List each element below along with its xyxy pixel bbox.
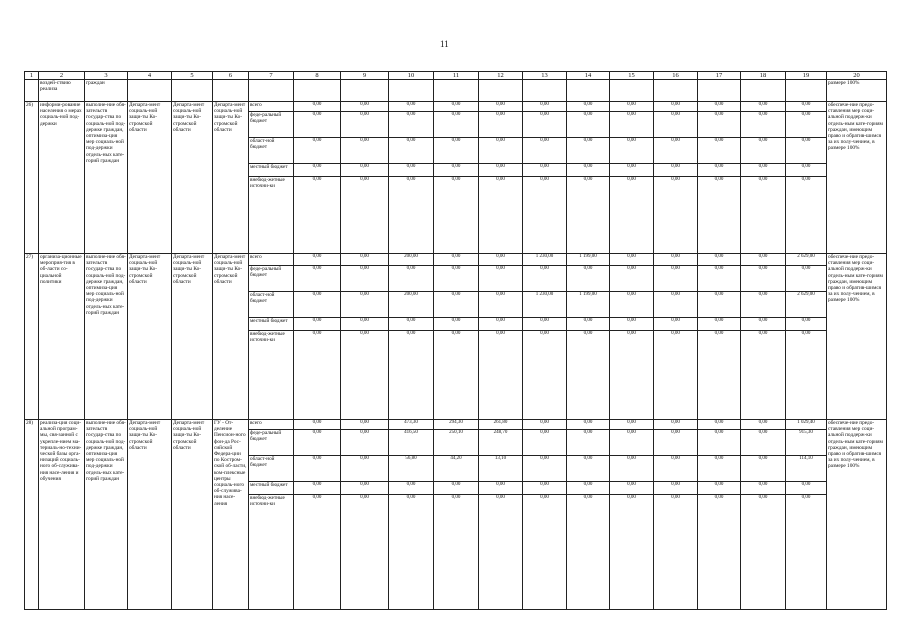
value-cell: 0,00 [389,331,434,420]
header-cell: 18 [741,72,786,80]
value-cell: 0,00 [698,482,741,495]
header-cell: 7 [249,72,294,80]
value-cell: 0,00 [479,266,523,292]
value-cell: 0,00 [479,331,523,420]
value-cell: 0,00 [341,420,389,430]
value-cell: 0,00 [698,430,741,456]
value-cell: 2 629,00 [786,292,827,318]
value-cell: 0,00 [294,254,341,266]
row-number: 26) [25,102,39,254]
value-cell: 0,00 [523,164,567,177]
value-cell: 0,00 [523,482,567,495]
value-cell: 0,00 [479,138,523,164]
value-cell: 0,00 [294,112,341,138]
row-number: 27) [25,254,39,420]
value-cell: 0,00 [698,138,741,164]
value-cell: 0,00 [610,102,654,112]
value-cell: 0,00 [654,254,698,266]
funding-source: област-ной бюджет [249,456,294,482]
value-cell: 0,00 [479,164,523,177]
header-row [25,72,887,80]
value-cell: 0,00 [698,292,741,318]
value-cell: 0,00 [786,318,827,331]
participant: Департа-мент социаль-ной защи-ты Ко-стромской области [213,102,249,254]
value-cell: 261,80 [479,420,523,430]
value-cell: 1 230,00 [523,254,567,266]
funding-source: всего [249,102,294,112]
funding-source: внебюд-жетные источни-ки [249,177,294,254]
value-cell: 1 029,40 [786,420,827,430]
funding-source: област-ной бюджет [249,292,294,318]
value-cell: 0,00 [698,177,741,254]
value-cell: 0,00 [567,482,610,495]
value-cell: 0,00 [341,430,389,456]
value-cell: 0,00 [567,177,610,254]
value-cell: 0,00 [741,164,786,177]
value-cell: 0,00 [341,254,389,266]
value-cell: 0,00 [294,430,341,456]
value-cell: 0,00 [294,331,341,420]
value-cell: 0,00 [654,495,698,610]
value-cell: 0,00 [786,495,827,610]
value-cell: 0,00 [523,112,567,138]
value-cell: 0,00 [479,482,523,495]
value-cell: 0,00 [341,456,389,482]
value-cell: 0,00 [341,292,389,318]
header-cell: 17 [698,72,741,80]
value-cell: 0,00 [389,164,434,177]
responsible: Департа-мент социаль-ной защи-ты Ко-стромской области [128,102,172,254]
value-cell: 0,00 [654,138,698,164]
value-cell: 0,00 [567,495,610,610]
value-cell: 0,00 [294,102,341,112]
value-cell: 0,00 [294,138,341,164]
header-cell: 2 [39,72,85,80]
value-cell: 13,10 [479,456,523,482]
value-cell: 0,00 [786,266,827,292]
value-cell: 0,00 [610,482,654,495]
co-executor: Департа-мент социаль-ной защи-ты Ко-стромской области [172,420,213,610]
cell [479,80,523,102]
value-cell: 0,00 [479,102,523,112]
value-cell: 0,00 [567,164,610,177]
value-cell: 0,00 [698,254,741,266]
value-cell: 0,00 [523,420,567,430]
header-cell: 9 [341,72,389,80]
value-cell: 0,00 [610,456,654,482]
cell [249,80,294,102]
cell [341,80,389,102]
funding-source: феде-ральный бюджет [249,112,294,138]
cell [741,80,786,102]
funding-source: местный бюджет [249,164,294,177]
value-cell: 0,00 [741,266,786,292]
cell [172,80,213,102]
value-cell: 0,00 [434,138,479,164]
value-cell: 0,00 [741,138,786,164]
value-cell: 0,00 [434,112,479,138]
value-cell: 0,00 [294,420,341,430]
value-cell: 0,00 [654,112,698,138]
value-cell: 0,00 [786,331,827,420]
responsible: Департа-мент социаль-ной защи-ты Ко-стромской области [128,254,172,420]
value-cell: 0,00 [434,266,479,292]
value-cell: 0,00 [654,164,698,177]
row-number: 28) [25,420,39,610]
value-cell: 0,00 [523,138,567,164]
value-cell: 0,00 [741,420,786,430]
value-cell: 0,00 [341,164,389,177]
value-cell: 0,00 [610,318,654,331]
value-cell: 0,00 [654,482,698,495]
cell [128,80,172,102]
value-cell: 0,00 [294,177,341,254]
value-cell: 0,00 [294,318,341,331]
value-cell: 0,00 [523,331,567,420]
value-cell: 0,00 [786,164,827,177]
value-cell: 0,00 [741,102,786,112]
header-cell: 15 [610,72,654,80]
value-cell: 0,00 [294,292,341,318]
value-cell: 0,00 [654,292,698,318]
measure-name: информи-рование населения о мерах социаль-ной под-держки [39,102,85,254]
value-cell: 0,00 [434,495,479,610]
value-cell: 0,00 [567,138,610,164]
value-cell: 1 230,00 [523,292,567,318]
value-cell: 0,00 [741,318,786,331]
value-cell: 0,00 [567,456,610,482]
header-cell: 14 [567,72,610,80]
value-cell: 0,00 [610,164,654,177]
value-cell: 0,00 [610,112,654,138]
cell [213,80,249,102]
value-cell: 0,00 [523,495,567,610]
value-cell: 0,00 [341,318,389,331]
value-cell: 200,00 [389,292,434,318]
header-cell: 13 [523,72,567,80]
value-cell: 294,30 [434,420,479,430]
value-cell: 0,00 [741,456,786,482]
program-table [24,71,887,610]
value-cell: 0,00 [479,112,523,138]
value-cell: 0,00 [654,331,698,420]
value-cell: 0,00 [434,177,479,254]
funding-source: внебюд-жетные источни-ки [249,331,294,420]
value-cell: 0,00 [523,177,567,254]
value-cell: 0,00 [610,177,654,254]
purpose: выполне-ние обя-зательств государ-ства по социаль-ной под-держке граждан, оптимиза-ция мер социаль-ной под-держки отдель-ных кате-горий граждан [85,254,128,420]
value-cell: 0,00 [294,164,341,177]
value-cell: 1 199,00 [567,292,610,318]
value-cell: 0,00 [698,164,741,177]
cell [698,80,741,102]
value-cell: 0,00 [741,254,786,266]
header-cell: 3 [85,72,128,80]
value-cell: 0,00 [610,254,654,266]
value-cell: 0,00 [567,102,610,112]
value-cell: 0,00 [610,430,654,456]
header-cell: 11 [434,72,479,80]
header-cell: 6 [213,72,249,80]
header-cell: 8 [294,72,341,80]
purpose: выполне-ние обя-зательств государ-ства по социаль-ной под-держке граждан, оптимиза-ция мер социаль-ной под-держки отдель-ных кате-горий граждан [85,102,128,254]
value-cell: 0,00 [567,430,610,456]
participant: Департа-мент социаль-ной защи-ты Ко-стромской области [213,254,249,420]
value-cell: 0,00 [567,318,610,331]
value-cell: 0,00 [654,177,698,254]
funding-source: област-ной бюджет [249,138,294,164]
value-cell: 0,00 [654,318,698,331]
value-cell: 0,00 [434,254,479,266]
value-cell: 0,00 [610,420,654,430]
funding-source: феде-ральный бюджет [249,430,294,456]
value-cell: 0,00 [654,102,698,112]
expected-result: обеспече-ние предо-ставления мер соци-альной поддерж-ки отдель-ным кате-гориям граждан, имеющим право и обратив-шимся за их полу-чением, в размере 100% [827,420,887,610]
value-cell: 473,30 [389,420,434,430]
co-executor: Департа-мент социаль-ной защи-ты Ко-стромской области [172,254,213,420]
expected-result: обеспече-ние предо-ставления мер соци-альной поддерж-ки отдель-ным кате-гориям граждан, имеющим право и обратив-шимся за их полу-чением, в размере 100% [827,254,887,420]
header-cell: 10 [389,72,434,80]
value-cell: 0,00 [698,420,741,430]
value-cell: 0,00 [523,266,567,292]
value-cell: 0,00 [341,331,389,420]
value-cell: 0,00 [698,102,741,112]
value-cell: 0,00 [523,318,567,331]
value-cell: 0,00 [741,177,786,254]
co-executor: Департа-мент социаль-ной защи-ты Ко-стромской области [172,102,213,254]
value-cell: 0,00 [654,420,698,430]
value-cell: 0,00 [341,495,389,610]
value-cell: 0,00 [479,292,523,318]
value-cell: 0,00 [610,495,654,610]
cell [389,80,434,102]
value-cell: 0,00 [741,495,786,610]
value-cell: 0,00 [434,331,479,420]
value-cell: 0,00 [610,292,654,318]
value-cell: 0,00 [479,254,523,266]
measure-name: организа-ционные мероприя-тия в об-ласти со-циальной политики [39,254,85,420]
cell: размере 100% [827,80,887,102]
value-cell: 0,00 [741,331,786,420]
value-cell: 114,10 [786,456,827,482]
value-cell: 0,00 [654,266,698,292]
cell [786,80,827,102]
value-cell: 0,00 [610,266,654,292]
table-row [25,420,887,430]
value-cell: 0,00 [698,495,741,610]
value-cell: 0,00 [294,495,341,610]
header-cell: 12 [479,72,523,80]
measure-name: реализа-ция соци-альной програм-мы, свя-занной с укрепле-нием ма-териаль-но-техни-ческой базы орга-низаций социаль-ного об-служива-ния насе-ления и обучения [39,420,85,610]
value-cell: 0,00 [341,138,389,164]
value-cell: 0,00 [610,331,654,420]
value-cell: 0,00 [294,266,341,292]
value-cell: 44,20 [434,456,479,482]
value-cell: 0,00 [341,102,389,112]
table-row [25,254,887,266]
cell: воздей-ствию реализа [39,80,85,102]
value-cell: 0,00 [341,112,389,138]
value-cell: 0,00 [389,102,434,112]
table-row [25,102,887,112]
value-cell: 0,00 [434,164,479,177]
funding-source: феде-ральный бюджет [249,266,294,292]
funding-source: местный бюджет [249,482,294,495]
value-cell: 0,00 [567,331,610,420]
value-cell: 0,00 [698,266,741,292]
value-cell: 56,80 [389,456,434,482]
header-cell: 20 [827,72,887,80]
funding-source: всего [249,420,294,430]
value-cell: 0,00 [786,112,827,138]
value-cell: 0,00 [741,482,786,495]
value-cell: 915,30 [786,430,827,456]
cell [294,80,341,102]
cell: граждан [85,80,128,102]
header-cell: 1 [25,72,39,80]
value-cell: 0,00 [786,482,827,495]
value-cell: 0,00 [741,112,786,138]
value-cell: 0,00 [294,482,341,495]
value-cell: 0,00 [389,112,434,138]
value-cell: 0,00 [786,138,827,164]
cell [25,80,39,102]
value-cell: 0,00 [567,112,610,138]
value-cell: 0,00 [654,430,698,456]
value-cell: 0,00 [389,495,434,610]
value-cell: 0,00 [389,266,434,292]
value-cell: 0,00 [341,482,389,495]
header-cell: 5 [172,72,213,80]
value-cell: 0,00 [389,482,434,495]
value-cell: 0,00 [698,456,741,482]
value-cell: 0,00 [523,102,567,112]
value-cell: 0,00 [389,318,434,331]
value-cell: 0,00 [567,420,610,430]
value-cell: 0,00 [294,456,341,482]
continuation-row [25,80,887,102]
value-cell: 0,00 [479,177,523,254]
value-cell: 0,00 [341,266,389,292]
header-cell: 4 [128,72,172,80]
cell [523,80,567,102]
value-cell: 416,50 [389,430,434,456]
value-cell: 0,00 [741,430,786,456]
value-cell: 0,00 [434,292,479,318]
value-cell: 0,00 [341,177,389,254]
purpose: выполне-ние обя-зательств государ-ства по социаль-ной под-держке граждан, оптимиза-ция мер социаль-ной под-держки отдель-ных кате-горий граждан [85,420,128,610]
cell [610,80,654,102]
value-cell: 0,00 [479,495,523,610]
header-cell: 19 [786,72,827,80]
value-cell: 0,00 [389,138,434,164]
value-cell: 0,00 [479,318,523,331]
value-cell: 0,00 [434,482,479,495]
header-cell: 16 [654,72,698,80]
value-cell: 248,70 [479,430,523,456]
value-cell: 0,00 [786,177,827,254]
participant: ГУ - От-деление Пенсион-ного фон-да Рос-сийской Федера-ции по Костром-ской об-ласти, ком-плексные центры социаль-ного об-служива-ния насе-ления [213,420,249,610]
expected-result: обеспече-ние предо-ставления мер соци-альной поддерж-ки отдель-ным кате-гориям граждан, имеющим право и обратив-шимся за их полу-чением, в размере 100% [827,102,887,254]
value-cell: 0,00 [698,112,741,138]
value-cell: 0,00 [523,456,567,482]
value-cell: 0,00 [610,138,654,164]
value-cell: 0,00 [434,318,479,331]
value-cell: 0,00 [567,266,610,292]
value-cell: 0,00 [523,430,567,456]
value-cell: 0,00 [698,331,741,420]
value-cell: 0,00 [698,318,741,331]
value-cell: 2 629,00 [786,254,827,266]
value-cell: 200,00 [389,254,434,266]
funding-source: местный бюджет [249,318,294,331]
funding-source: внебюд-жетные источни-ки [249,495,294,610]
value-cell: 0,00 [389,177,434,254]
funding-source: всего [249,254,294,266]
responsible: Департа-мент социаль-ной защи-ты Ко-стромской области [128,420,172,610]
page-number: 11 [440,39,449,49]
cell [567,80,610,102]
value-cell: 1 199,00 [567,254,610,266]
value-cell: 250,10 [434,430,479,456]
value-cell: 0,00 [741,292,786,318]
value-cell: 0,00 [786,102,827,112]
value-cell: 0,00 [654,456,698,482]
cell [434,80,479,102]
value-cell: 0,00 [434,102,479,112]
cell [654,80,698,102]
